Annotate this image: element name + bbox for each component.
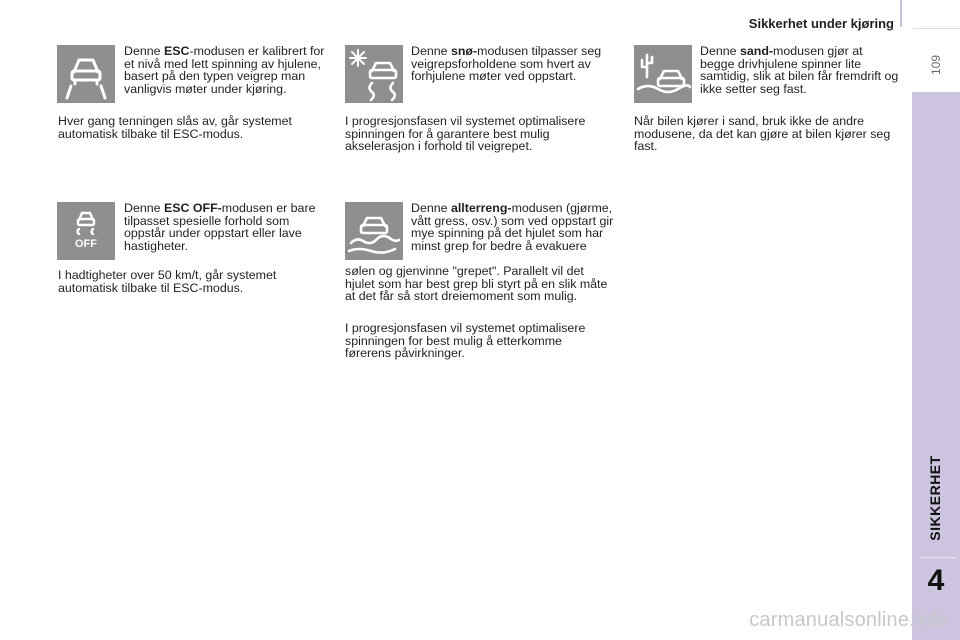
esc-off-body: I hadtigheter over 50 km/t, går systemet automatisk tilbake til ESC-modus.: [58, 268, 277, 295]
header-divider-horizontal: [913, 28, 960, 29]
chapter-number: 4: [927, 564, 945, 597]
snow-body: I progresjonsfasen vil systemet optimalisere spinningen for å garantere best mulig akselerasjon i forhold til veigrepet.: [345, 114, 586, 154]
chapter-label: SIKKERHET: [927, 455, 943, 541]
snow-intro: Denne snø-modusen tilpasser seg veigrepsforholdene som hvert av forhjulene møter ved oppstart.: [411, 44, 602, 84]
header-divider: [900, 0, 902, 27]
mud-car-icon: [345, 202, 403, 260]
esc-intro: Denne ESC-modusen er kalibrert for et nivå med lett spinning av hjulene, basert på den typen veigrep man vanligvis møter under kjøring.: [124, 44, 325, 96]
cactus-car-icon: [634, 45, 692, 103]
esc-body: Hver gang tenningen slås av, går systemet automatisk tilbake til ESC-modus.: [58, 114, 292, 141]
sand-body: Når bilen kjører i sand, bruk ikke de andre modusene, da det kan gjøre at bilen kjører seg fast.: [634, 114, 891, 154]
sand-intro: Denne sand-modusen gjør at begge drivhjulene spinner lite samtidig, slik at bilen får fremdrift og ikke setter seg fast.: [700, 44, 899, 96]
allterrain-intro-continued: sølen og gjenvinne "grepet". Parallelt vil det hjulet som har best grep bli styrt på en slik måte at det får så stort dreiemoment som mulig.: [345, 264, 608, 304]
page-number: 109: [929, 54, 943, 76]
car-lane-icon: [57, 45, 115, 103]
snowflake-car-icon: [345, 45, 403, 103]
svg-text:OFF: OFF: [75, 238, 97, 250]
section-title: Sikkerhet under kjøring: [748, 16, 894, 31]
esc-off-icon: [57, 202, 115, 260]
esc-off-intro: Denne ESC OFF-modusen er bare tilpasset spesielle forhold som oppstår under oppstart eller lave hastigheter.: [124, 201, 316, 253]
allterrain-body: I progresjonsfasen vil systemet optimalisere spinningen for best mulig å etterkomme førerens påvirkninger.: [345, 321, 586, 361]
chapter-divider: [919, 557, 957, 558]
watermark: carmanualsonline.info: [749, 609, 948, 631]
allterrain-intro: Denne allterreng-modusen (gjørme, vått gress, osv.) som ved oppstart gir mye spinning på det hjulet som har minst grep for bedre å evakuere: [411, 201, 614, 253]
